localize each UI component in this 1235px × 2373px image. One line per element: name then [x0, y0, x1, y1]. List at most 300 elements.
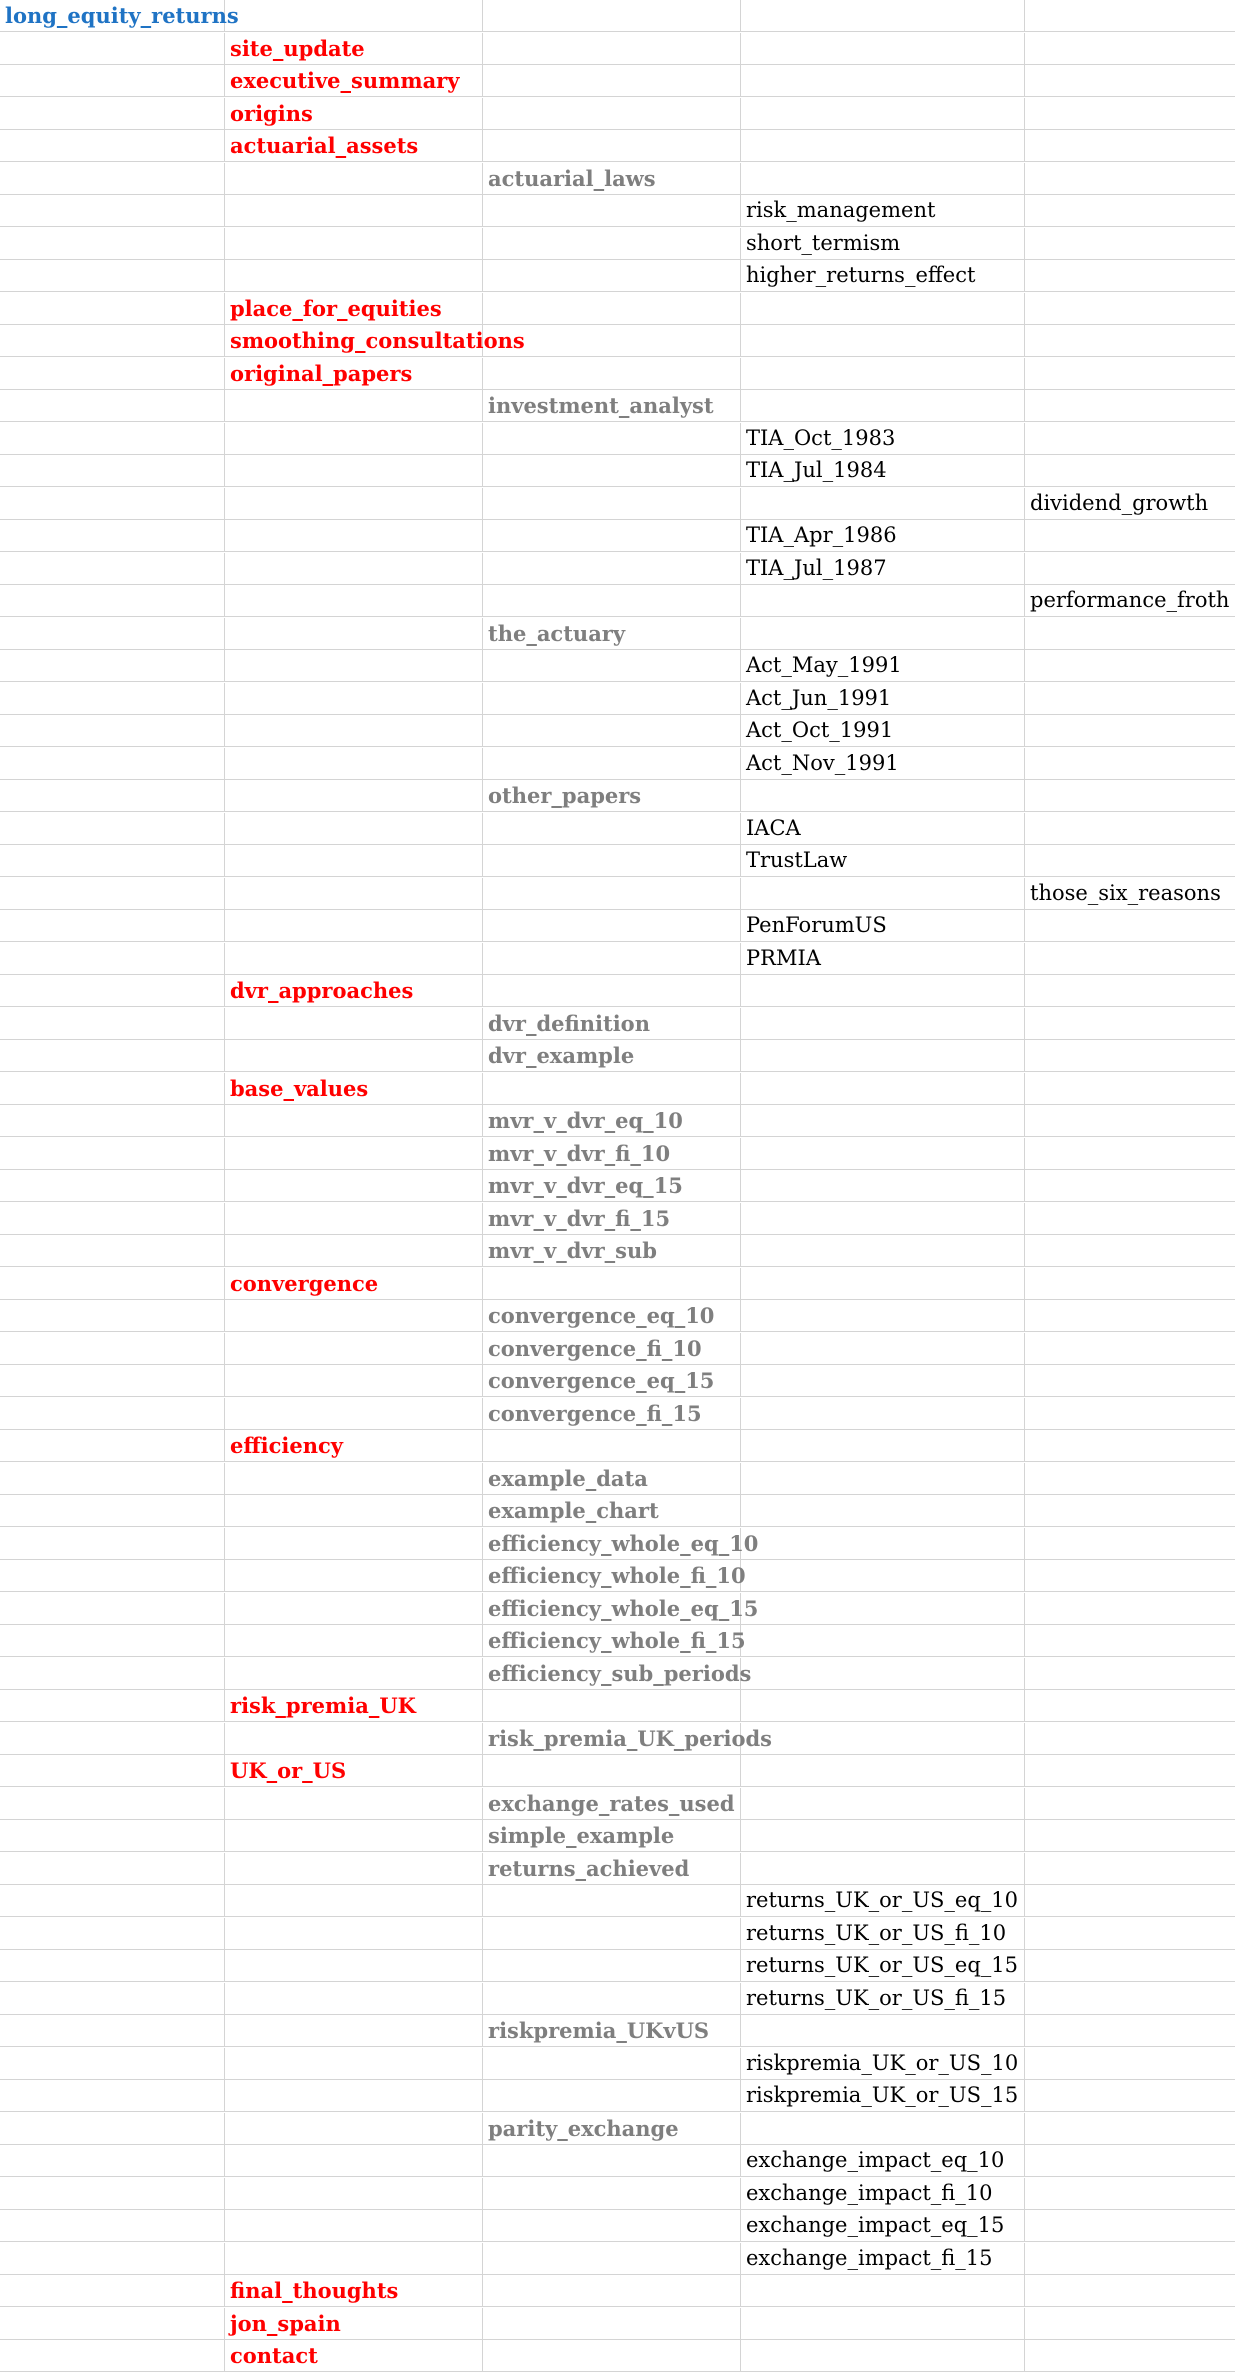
empty-cell[interactable]: [0, 715, 225, 747]
empty-cell[interactable]: [483, 1885, 741, 1917]
empty-cell[interactable]: [1025, 618, 1235, 650]
empty-cell[interactable]: [1025, 520, 1235, 552]
empty-cell[interactable]: [741, 163, 1025, 195]
empty-cell[interactable]: [1025, 2243, 1235, 2275]
empty-cell[interactable]: [741, 1495, 1025, 1527]
empty-cell[interactable]: [1025, 423, 1235, 455]
cell-label-level-3[interactable]: higher_returns_effect: [741, 260, 1025, 292]
empty-cell[interactable]: [225, 553, 483, 585]
empty-cell[interactable]: [483, 1268, 741, 1300]
cell-label-level-3[interactable]: returns_UK_or_US_fi_15: [741, 1983, 1025, 2015]
empty-cell[interactable]: [225, 2015, 483, 2047]
empty-cell[interactable]: [741, 1398, 1025, 1430]
empty-cell[interactable]: [1025, 33, 1235, 65]
empty-cell[interactable]: [741, 293, 1025, 325]
cell-label-level-2[interactable]: parity_exchange: [483, 2113, 741, 2145]
empty-cell[interactable]: [741, 358, 1025, 390]
empty-cell[interactable]: [0, 358, 225, 390]
empty-cell[interactable]: [225, 520, 483, 552]
empty-cell[interactable]: [0, 1918, 225, 1950]
empty-cell[interactable]: [483, 650, 741, 682]
cell-label-level-3[interactable]: riskpremia_UK_or_US_15: [741, 2080, 1025, 2112]
empty-cell[interactable]: [0, 618, 225, 650]
empty-cell[interactable]: [1025, 228, 1235, 260]
empty-cell[interactable]: [483, 2048, 741, 2080]
empty-cell[interactable]: [741, 1235, 1025, 1267]
cell-label-level-2[interactable]: efficiency_whole_fi_15: [483, 1625, 741, 1657]
empty-cell[interactable]: [0, 2275, 225, 2307]
empty-cell[interactable]: [483, 293, 741, 325]
cell-label-level-2[interactable]: mvr_v_dvr_fi_15: [483, 1203, 741, 1235]
cell-label-level-1[interactable]: dvr_approaches: [225, 975, 483, 1007]
empty-cell[interactable]: [0, 1398, 225, 1430]
empty-cell[interactable]: [483, 33, 741, 65]
empty-cell[interactable]: [483, 1690, 741, 1722]
empty-cell[interactable]: [741, 1040, 1025, 1072]
empty-cell[interactable]: [0, 2113, 225, 2145]
empty-cell[interactable]: [225, 2113, 483, 2145]
empty-cell[interactable]: [1025, 1885, 1235, 1917]
empty-cell[interactable]: [741, 1820, 1025, 1852]
empty-cell[interactable]: [483, 2243, 741, 2275]
empty-cell[interactable]: [0, 2178, 225, 2210]
empty-cell[interactable]: [0, 910, 225, 942]
empty-cell[interactable]: [741, 98, 1025, 130]
empty-cell[interactable]: [741, 130, 1025, 162]
empty-cell[interactable]: [483, 1918, 741, 1950]
empty-cell[interactable]: [0, 748, 225, 780]
empty-cell[interactable]: [483, 2210, 741, 2242]
empty-cell[interactable]: [0, 1495, 225, 1527]
empty-cell[interactable]: [225, 1820, 483, 1852]
empty-cell[interactable]: [225, 650, 483, 682]
empty-cell[interactable]: [741, 1788, 1025, 1820]
empty-cell[interactable]: [483, 553, 741, 585]
empty-cell[interactable]: [1025, 1690, 1235, 1722]
cell-label-level-2[interactable]: risk_premia_UK_periods: [483, 1723, 741, 1755]
cell-label-level-2[interactable]: investment_analyst: [483, 390, 741, 422]
cell-label-level-4[interactable]: those_six_reasons: [1030, 881, 1221, 905]
empty-cell[interactable]: [225, 780, 483, 812]
empty-cell[interactable]: [483, 975, 741, 1007]
cell-label-level-3[interactable]: PRMIA: [741, 943, 1025, 975]
empty-cell[interactable]: [1025, 1105, 1235, 1137]
empty-cell[interactable]: [225, 1203, 483, 1235]
empty-cell[interactable]: [741, 0, 1025, 32]
empty-cell[interactable]: [1025, 1788, 1235, 1820]
empty-cell[interactable]: [0, 2080, 225, 2112]
empty-cell[interactable]: [225, 1398, 483, 1430]
empty-cell[interactable]: [741, 325, 1025, 357]
empty-cell[interactable]: [1025, 845, 1235, 877]
empty-cell[interactable]: [483, 65, 741, 97]
empty-cell[interactable]: [483, 585, 741, 617]
empty-cell[interactable]: [225, 1008, 483, 1040]
cell-label-level-2[interactable]: simple_example: [483, 1820, 741, 1852]
empty-cell[interactable]: [225, 813, 483, 845]
empty-cell[interactable]: [0, 2015, 225, 2047]
empty-cell[interactable]: [483, 195, 741, 227]
empty-cell[interactable]: [483, 683, 741, 715]
cell-label-level-2[interactable]: convergence_eq_15: [483, 1365, 741, 1397]
empty-cell[interactable]: [741, 2275, 1025, 2307]
empty-cell[interactable]: [225, 943, 483, 975]
empty-cell[interactable]: [0, 1365, 225, 1397]
empty-cell[interactable]: [225, 2178, 483, 2210]
empty-cell[interactable]: [0, 228, 225, 260]
empty-cell[interactable]: [1025, 1430, 1235, 1462]
empty-cell[interactable]: [1025, 293, 1235, 325]
empty-cell[interactable]: [741, 1138, 1025, 1170]
empty-cell[interactable]: [741, 1073, 1025, 1105]
empty-cell[interactable]: [0, 780, 225, 812]
cell-label-level-3[interactable]: Act_Nov_1991: [741, 748, 1025, 780]
empty-cell[interactable]: [1025, 813, 1235, 845]
empty-cell[interactable]: [741, 1658, 1025, 1690]
empty-cell[interactable]: [225, 1170, 483, 1202]
cell-label-level-3[interactable]: Act_Jun_1991: [741, 683, 1025, 715]
empty-cell[interactable]: [1025, 2080, 1235, 2112]
empty-cell[interactable]: [1025, 1300, 1235, 1332]
empty-cell[interactable]: [0, 975, 225, 1007]
empty-cell[interactable]: [0, 1723, 225, 1755]
empty-cell[interactable]: [741, 1690, 1025, 1722]
empty-cell[interactable]: [0, 1235, 225, 1267]
cell-label-level-4[interactable]: dividend_growth: [1030, 491, 1209, 515]
cell-label-level-3[interactable]: TrustLaw: [741, 845, 1025, 877]
empty-cell[interactable]: [741, 975, 1025, 1007]
empty-cell[interactable]: [741, 1203, 1025, 1235]
empty-cell[interactable]: [1025, 1008, 1235, 1040]
empty-cell[interactable]: [483, 0, 741, 32]
empty-cell[interactable]: [741, 390, 1025, 422]
empty-cell[interactable]: [483, 1073, 741, 1105]
empty-cell[interactable]: [1025, 260, 1235, 292]
empty-cell[interactable]: [1025, 715, 1235, 747]
empty-cell[interactable]: [0, 488, 225, 520]
empty-cell[interactable]: [225, 1593, 483, 1625]
empty-cell[interactable]: [225, 1463, 483, 1495]
cell-label-level-1[interactable]: contact: [225, 2340, 483, 2372]
cell-label-level-1[interactable]: base_values: [225, 1073, 483, 1105]
empty-cell[interactable]: [0, 2340, 225, 2372]
empty-cell[interactable]: [741, 1853, 1025, 1885]
cell-label-level-1[interactable]: UK_or_US: [225, 1755, 483, 1787]
cell-label-level-3[interactable]: TIA_Jul_1984: [741, 455, 1025, 487]
cell-label-level-1[interactable]: smoothing_consultations: [225, 325, 483, 357]
empty-cell[interactable]: [741, 585, 1025, 617]
empty-cell[interactable]: [1025, 2340, 1235, 2372]
empty-cell[interactable]: [0, 1755, 225, 1787]
empty-cell[interactable]: [483, 910, 741, 942]
empty-cell[interactable]: [0, 1950, 225, 1982]
empty-cell[interactable]: [0, 98, 225, 130]
empty-cell[interactable]: [1025, 358, 1235, 390]
empty-cell[interactable]: [741, 1333, 1025, 1365]
empty-cell[interactable]: [225, 1138, 483, 1170]
empty-cell[interactable]: [1025, 2308, 1235, 2340]
empty-cell[interactable]: [483, 130, 741, 162]
cell-label-level-3[interactable]: TIA_Jul_1987: [741, 553, 1025, 585]
cell-label-level-3[interactable]: TIA_Oct_1983: [741, 423, 1025, 455]
empty-cell[interactable]: [1025, 1853, 1235, 1885]
empty-cell[interactable]: [1025, 1398, 1235, 1430]
empty-cell[interactable]: [483, 1983, 741, 2015]
empty-cell[interactable]: [1025, 2145, 1235, 2177]
empty-cell[interactable]: [1025, 943, 1235, 975]
cell-label-level-3[interactable]: exchange_impact_fi_15: [741, 2243, 1025, 2275]
empty-cell[interactable]: [0, 520, 225, 552]
empty-cell[interactable]: [1025, 390, 1235, 422]
empty-cell[interactable]: [0, 1203, 225, 1235]
empty-cell[interactable]: [0, 2210, 225, 2242]
empty-cell[interactable]: [225, 1333, 483, 1365]
empty-cell[interactable]: [483, 813, 741, 845]
cell-label-level-1[interactable]: origins: [225, 98, 483, 130]
empty-cell[interactable]: [225, 1528, 483, 1560]
cell-label-level-3[interactable]: returns_UK_or_US_fi_10: [741, 1918, 1025, 1950]
empty-cell[interactable]: [0, 2048, 225, 2080]
empty-cell[interactable]: [483, 1755, 741, 1787]
cell-label-level-1[interactable]: executive_summary: [225, 65, 483, 97]
empty-cell[interactable]: [1025, 748, 1235, 780]
empty-cell[interactable]: [225, 878, 483, 910]
empty-cell[interactable]: [225, 390, 483, 422]
cell-label-level-3[interactable]: short_termism: [741, 228, 1025, 260]
empty-cell[interactable]: [0, 1885, 225, 1917]
cell-label-level-3[interactable]: returns_UK_or_US_eq_15: [741, 1950, 1025, 1982]
empty-cell[interactable]: [225, 1495, 483, 1527]
empty-cell[interactable]: [483, 2178, 741, 2210]
empty-cell[interactable]: [0, 1690, 225, 1722]
empty-cell[interactable]: [225, 1235, 483, 1267]
empty-cell[interactable]: [225, 910, 483, 942]
empty-cell[interactable]: [0, 1560, 225, 1592]
empty-cell[interactable]: [0, 423, 225, 455]
cell-label-level-2[interactable]: convergence_fi_10: [483, 1333, 741, 1365]
cell-label-level-3[interactable]: TIA_Apr_1986: [741, 520, 1025, 552]
empty-cell[interactable]: [1025, 1820, 1235, 1852]
cell-label-level-0[interactable]: long_equity_returns: [0, 0, 225, 32]
cell-label-level-1[interactable]: site_update: [225, 33, 483, 65]
empty-cell[interactable]: [1025, 1170, 1235, 1202]
empty-cell[interactable]: [741, 618, 1025, 650]
cell-label-level-3[interactable]: IACA: [741, 813, 1025, 845]
empty-cell[interactable]: [0, 1040, 225, 1072]
empty-cell[interactable]: [741, 33, 1025, 65]
empty-cell[interactable]: [1025, 1625, 1235, 1657]
empty-cell[interactable]: [225, 228, 483, 260]
empty-cell[interactable]: [0, 390, 225, 422]
cell-label-level-2[interactable]: actuarial_laws: [483, 163, 741, 195]
empty-cell[interactable]: [1025, 975, 1235, 1007]
empty-cell[interactable]: [0, 813, 225, 845]
empty-cell[interactable]: [225, 1625, 483, 1657]
empty-cell[interactable]: [483, 2080, 741, 2112]
cell-label-level-2[interactable]: dvr_definition: [483, 1008, 741, 1040]
empty-cell[interactable]: [483, 260, 741, 292]
empty-cell[interactable]: [741, 1300, 1025, 1332]
empty-cell[interactable]: [741, 2308, 1025, 2340]
empty-cell[interactable]: [225, 2048, 483, 2080]
empty-cell[interactable]: [225, 1300, 483, 1332]
cell-label-level-2[interactable]: efficiency_whole_eq_10: [483, 1528, 741, 1560]
empty-cell[interactable]: [0, 293, 225, 325]
cell-label-level-3[interactable]: risk_management: [741, 195, 1025, 227]
cell-label-level-3[interactable]: riskpremia_UK_or_US_10: [741, 2048, 1025, 2080]
empty-cell[interactable]: [225, 618, 483, 650]
empty-cell[interactable]: [1025, 65, 1235, 97]
empty-cell[interactable]: [225, 1950, 483, 1982]
empty-cell[interactable]: [483, 2308, 741, 2340]
empty-cell[interactable]: [741, 1365, 1025, 1397]
empty-cell[interactable]: [0, 1073, 225, 1105]
empty-cell[interactable]: [225, 1983, 483, 2015]
empty-cell[interactable]: [741, 1593, 1025, 1625]
cell-label-level-3[interactable]: Act_Oct_1991: [741, 715, 1025, 747]
empty-cell[interactable]: [225, 1853, 483, 1885]
empty-cell[interactable]: [225, 2243, 483, 2275]
cell-label-level-2[interactable]: dvr_example: [483, 1040, 741, 1072]
cell-label-level-2[interactable]: the_actuary: [483, 618, 741, 650]
cell-label-level-3[interactable]: PenForumUS: [741, 910, 1025, 942]
empty-cell[interactable]: [483, 423, 741, 455]
empty-cell[interactable]: [225, 585, 483, 617]
empty-cell[interactable]: [0, 2145, 225, 2177]
cell-label-level-3[interactable]: Act_May_1991: [741, 650, 1025, 682]
empty-cell[interactable]: [1025, 1983, 1235, 2015]
empty-cell[interactable]: [1025, 1333, 1235, 1365]
empty-cell[interactable]: [225, 1560, 483, 1592]
empty-cell[interactable]: [1025, 195, 1235, 227]
empty-cell[interactable]: [225, 2145, 483, 2177]
empty-cell[interactable]: [1025, 683, 1235, 715]
empty-cell[interactable]: [483, 878, 741, 910]
empty-cell[interactable]: [0, 1138, 225, 1170]
empty-cell[interactable]: [0, 455, 225, 487]
empty-cell[interactable]: [225, 1040, 483, 1072]
empty-cell[interactable]: [1025, 98, 1235, 130]
empty-cell[interactable]: [1025, 1528, 1235, 1560]
cell-label-level-1[interactable]: risk_premia_UK: [225, 1690, 483, 1722]
empty-cell[interactable]: [483, 2340, 741, 2372]
empty-cell[interactable]: [225, 423, 483, 455]
empty-cell[interactable]: [225, 163, 483, 195]
empty-cell[interactable]: [483, 358, 741, 390]
empty-cell[interactable]: [1025, 650, 1235, 682]
empty-cell[interactable]: [0, 1268, 225, 1300]
empty-cell[interactable]: [0, 650, 225, 682]
empty-cell[interactable]: [0, 1593, 225, 1625]
empty-cell[interactable]: [0, 683, 225, 715]
cell-label-level-2[interactable]: efficiency_sub_periods: [483, 1658, 741, 1690]
empty-cell[interactable]: [0, 325, 225, 357]
empty-cell[interactable]: [0, 1853, 225, 1885]
empty-cell[interactable]: [483, 488, 741, 520]
empty-cell[interactable]: [483, 455, 741, 487]
empty-cell[interactable]: [0, 1625, 225, 1657]
empty-cell[interactable]: [1025, 1723, 1235, 1755]
empty-cell[interactable]: [483, 715, 741, 747]
empty-cell[interactable]: [1025, 2048, 1235, 2080]
cell-label-level-2[interactable]: example_chart: [483, 1495, 741, 1527]
cell-label-level-2[interactable]: riskpremia_UKvUS: [483, 2015, 741, 2047]
empty-cell[interactable]: [0, 195, 225, 227]
empty-cell[interactable]: [1025, 1073, 1235, 1105]
empty-cell[interactable]: [225, 1723, 483, 1755]
empty-cell[interactable]: [483, 228, 741, 260]
empty-cell[interactable]: [1025, 1268, 1235, 1300]
empty-cell[interactable]: [225, 683, 483, 715]
cell-label-level-1[interactable]: original_papers: [225, 358, 483, 390]
empty-cell[interactable]: [225, 0, 483, 32]
empty-cell[interactable]: [225, 195, 483, 227]
cell-label-level-1[interactable]: place_for_equities: [225, 293, 483, 325]
empty-cell[interactable]: [0, 845, 225, 877]
cell-label-level-3[interactable]: returns_UK_or_US_eq_10: [741, 1885, 1025, 1917]
empty-cell[interactable]: [1025, 1950, 1235, 1982]
empty-cell[interactable]: [225, 1788, 483, 1820]
empty-cell[interactable]: [0, 585, 225, 617]
empty-cell[interactable]: [0, 33, 225, 65]
empty-cell[interactable]: [0, 1430, 225, 1462]
empty-cell[interactable]: [1025, 1495, 1235, 1527]
empty-cell[interactable]: [1025, 163, 1235, 195]
empty-cell[interactable]: [0, 130, 225, 162]
empty-cell[interactable]: [1025, 2275, 1235, 2307]
empty-cell[interactable]: [0, 1788, 225, 1820]
empty-cell[interactable]: [1025, 1235, 1235, 1267]
empty-cell[interactable]: [0, 1105, 225, 1137]
cell-label-level-2[interactable]: efficiency_whole_fi_10: [483, 1560, 741, 1592]
empty-cell[interactable]: [0, 2308, 225, 2340]
empty-cell[interactable]: [1025, 910, 1235, 942]
empty-cell[interactable]: [1025, 1365, 1235, 1397]
cell-label-level-1[interactable]: convergence: [225, 1268, 483, 1300]
cell-label-level-3[interactable]: exchange_impact_fi_10: [741, 2178, 1025, 2210]
empty-cell[interactable]: [741, 1723, 1025, 1755]
empty-cell[interactable]: [741, 488, 1025, 520]
empty-cell[interactable]: [225, 1365, 483, 1397]
empty-cell[interactable]: [225, 455, 483, 487]
empty-cell[interactable]: [225, 488, 483, 520]
empty-cell[interactable]: [225, 1918, 483, 1950]
cell-label-level-2[interactable]: convergence_fi_15: [483, 1398, 741, 1430]
empty-cell[interactable]: [1025, 1203, 1235, 1235]
empty-cell[interactable]: [741, 65, 1025, 97]
empty-cell[interactable]: [0, 1820, 225, 1852]
empty-cell[interactable]: [0, 1658, 225, 1690]
cell-label-level-1[interactable]: jon_spain: [225, 2308, 483, 2340]
empty-cell[interactable]: [741, 1268, 1025, 1300]
empty-cell[interactable]: [0, 65, 225, 97]
empty-cell[interactable]: [483, 2275, 741, 2307]
empty-cell[interactable]: [0, 1333, 225, 1365]
empty-cell[interactable]: [225, 1885, 483, 1917]
empty-cell[interactable]: [1025, 1658, 1235, 1690]
empty-cell[interactable]: [741, 2340, 1025, 2372]
empty-cell[interactable]: [0, 2243, 225, 2275]
empty-cell[interactable]: [225, 715, 483, 747]
empty-cell[interactable]: [483, 1430, 741, 1462]
empty-cell[interactable]: [483, 943, 741, 975]
empty-cell[interactable]: [1025, 1463, 1235, 1495]
empty-cell[interactable]: [1025, 2113, 1235, 2145]
empty-cell[interactable]: [741, 1560, 1025, 1592]
empty-cell[interactable]: [0, 1300, 225, 1332]
cell-label-level-2[interactable]: returns_achieved: [483, 1853, 741, 1885]
empty-cell[interactable]: [1025, 553, 1235, 585]
